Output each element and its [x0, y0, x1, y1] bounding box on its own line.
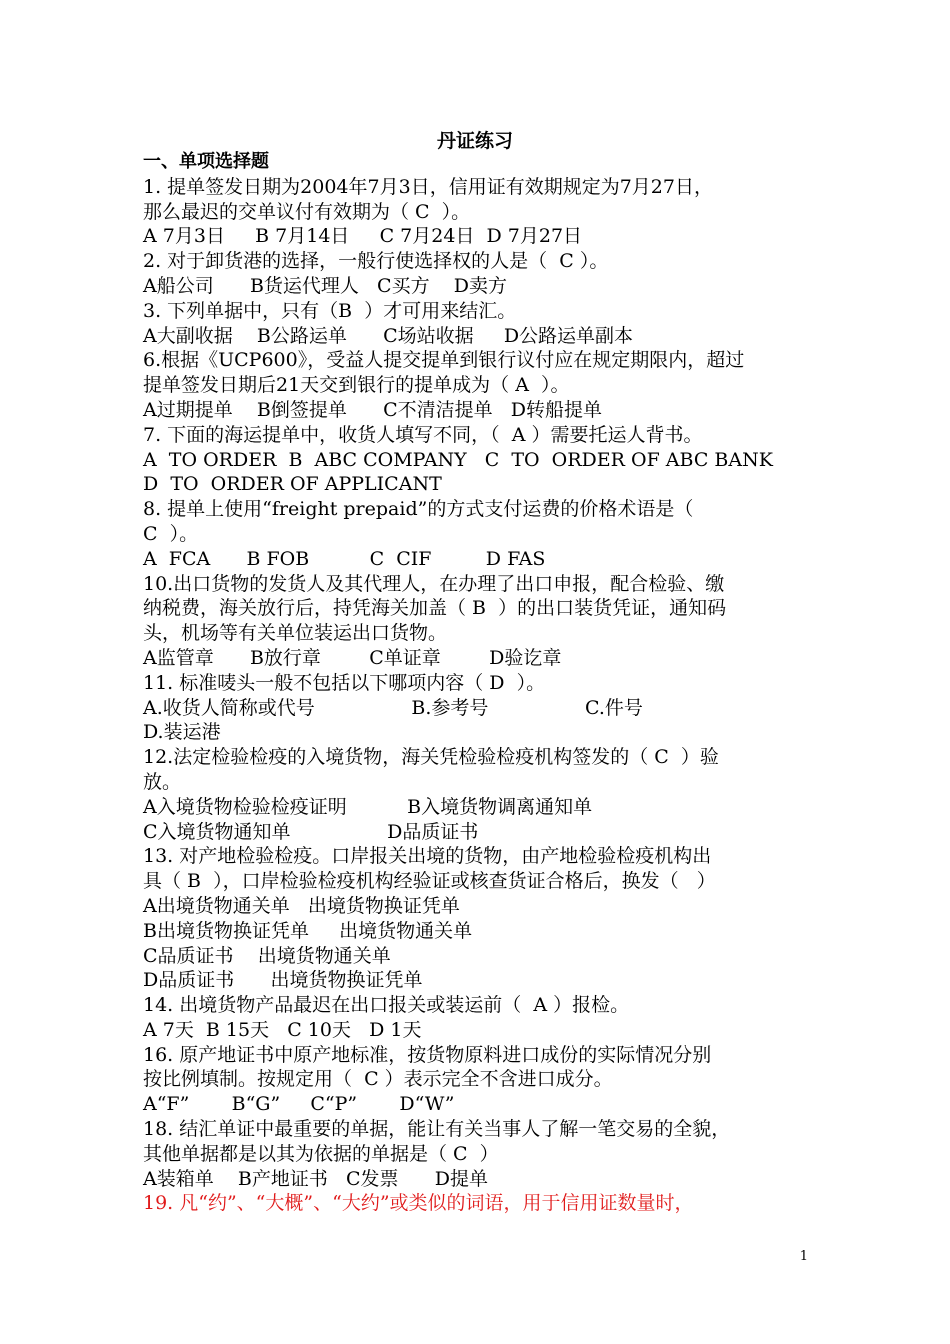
- question-line: 13. 对产地检验检疫。口岸报关出境的货物，由产地检验检疫机构出: [143, 845, 712, 868]
- options-line: A出境货物通关单 出境货物换证凭单: [143, 894, 460, 917]
- section-heading: 一、单项选择题: [143, 151, 269, 172]
- question-line: 放。: [143, 770, 182, 793]
- options-line: B出境货物换证凭单 出境货物通关单: [143, 919, 473, 942]
- options-line: A“F” B“G” C“P” D“W”: [143, 1093, 455, 1116]
- options-line: C品质证书 出境货物通关单: [143, 944, 391, 967]
- question-line: 提单签发日期后21天交到银行的提单成为（ A ）。: [143, 374, 570, 397]
- options-line: D TO ORDER OF APPLICANT: [143, 473, 442, 496]
- options-line: D.装运港: [143, 721, 221, 744]
- options-line: A船公司 B货运代理人 C买方 D卖方: [143, 274, 507, 297]
- question-line: 纳税费，海关放行后，持凭海关加盖（ B ）的出口装货凭证，通知码: [143, 597, 727, 620]
- document-body: [143, 150, 808, 1216]
- options-line: A TO ORDER B ABC COMPANY C TO ORDER OF ABC BANK: [143, 448, 773, 471]
- question-line: 7. 下面的海运提单中，收货人填写不同，（ A ）需要托运人背书。: [143, 423, 703, 446]
- question-line: C ）。: [143, 522, 199, 545]
- highlighted-question-line: 19. 凡“约”、“大概”、“大约”或类似的词语，用于信用证数量时，: [143, 1192, 694, 1215]
- options-line: A装箱单 B产地证书 C发票 D提单: [143, 1167, 488, 1190]
- question-line: 18. 结汇单证中最重要的单据，能让有关当事人了解一笔交易的全貌，: [143, 1118, 731, 1141]
- options-line: A.收货人简称或代号 B.参考号 C.件号: [143, 696, 643, 719]
- question-line: 头，机场等有关单位装运出口货物。: [143, 622, 448, 645]
- question-line: 3. 下列单据中，只有（B ）才可用来结汇。: [143, 299, 517, 322]
- options-line: A监管章 B放行章 C单证章 D验讫章: [143, 646, 562, 669]
- document-title: 丹证练习: [436, 130, 513, 152]
- options-line: A 7天 B 15天 C 10天 D 1天: [143, 1018, 422, 1041]
- question-line: 10.出口货物的发货人及其代理人，在办理了出口申报，配合检验、缴: [143, 572, 725, 595]
- question-line: 具（ B ），口岸检验检疫机构经验证或核查货证合格后，换发（ ）: [143, 870, 716, 893]
- options-line: A FCA B FOB C CIF D FAS: [143, 547, 546, 570]
- options-line: A入境货物检验检疫证明 B入境货物调离通知单: [143, 795, 593, 818]
- options-line: A过期提单 B倒签提单 C不清洁提单 D转船提单: [143, 398, 602, 421]
- options-line: C入境货物通知单 D品质证书: [143, 820, 479, 843]
- question-line: 6.根据《UCP600》，受益人提交提单到银行议付应在规定期限内，超过: [143, 349, 745, 372]
- options-line: A大副收据 B公路运单 C场站收据 D公路运单副本: [143, 324, 634, 347]
- question-line: 11. 标准唛头一般不包括以下哪项内容（ D ）。: [143, 671, 546, 694]
- question-line: 其他单据都是以其为依据的单据是（ C ）: [143, 1142, 499, 1165]
- question-line: 14. 出境货物产品最迟在出口报关或装运前（ A ）报检。: [143, 994, 630, 1017]
- question-line: 16. 原产地证书中原产地标准，按货物原料进口成份的实际情况分别: [143, 1043, 712, 1066]
- options-line: D品质证书 出境货物换证凭单: [143, 969, 423, 992]
- page-number: 1: [799, 1249, 808, 1264]
- question-line: 按比例填制。按规定用（ C ）表示完全不含进口成分。: [143, 1068, 613, 1091]
- question-line: 1. 提单签发日期为2004年7月3日，信用证有效期规定为7月27日，: [143, 175, 713, 198]
- question-line: 12.法定检验检疫的入境货物，海关凭检验检疫机构签发的（ C ）验: [143, 746, 719, 769]
- question-line: 8. 提单上使用“freight prepaid”的方式支付运费的价格术语是（: [143, 498, 694, 521]
- question-line: 那么最迟的交单议付有效期为（ C ）。: [143, 200, 471, 223]
- options-line: A 7月3日 B 7月14日 C 7月24日 D 7月27日: [143, 225, 583, 248]
- question-line: 2. 对于卸货港的选择，一般行使选择权的人是（ C ）。: [143, 250, 609, 273]
